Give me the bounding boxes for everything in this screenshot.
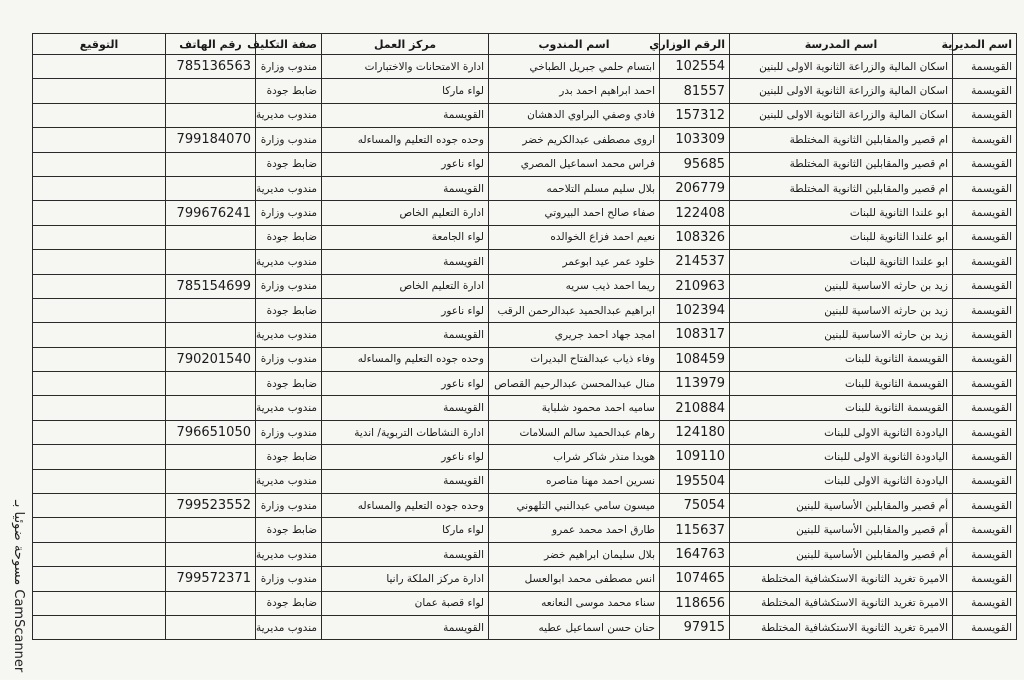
table-row — [33, 396, 1017, 420]
delegate-name-cell: امجد جهاد احمد جريري — [489, 323, 660, 347]
assignment-role-cell: ضابط جودة — [256, 372, 322, 396]
directorate-cell: القويسمة — [953, 103, 1017, 127]
work-center-cell: لواء ناعور — [322, 152, 489, 176]
signature-cell — [33, 567, 166, 591]
directorate-cell: القويسمة — [953, 518, 1017, 542]
phone-number-cell — [166, 250, 256, 274]
delegate-name-cell: خلود عمر عيد ابوعمر — [489, 250, 660, 274]
phone-number-cell — [166, 396, 256, 420]
signature-cell — [33, 250, 166, 274]
work-center-cell: وحده جوده التعليم والمساءله — [322, 128, 489, 152]
work-center-cell: ادارة الامتحانات والاختبارات — [322, 55, 489, 79]
table-row — [33, 469, 1017, 493]
school-name-cell: القويسمة الثانوية للبنات — [730, 347, 953, 371]
ministry-number-cell: 210884 — [660, 396, 730, 420]
signature-cell — [33, 55, 166, 79]
signature-cell — [33, 225, 166, 249]
header-ministry-number: الرقم الوزاري — [660, 34, 730, 55]
school-name-cell: ام قصير والمقابلين الثانوية المختلطة — [730, 152, 953, 176]
phone-number-cell — [166, 298, 256, 322]
assignment-role-cell: مندوب وزارة — [256, 128, 322, 152]
work-center-cell: لواء ماركا — [322, 79, 489, 103]
school-name-cell: ابو علندا الثانوية للبنات — [730, 225, 953, 249]
work-center-cell: القويسمة — [322, 103, 489, 127]
ministry-number-cell: 95685 — [660, 152, 730, 176]
delegate-name-cell: وفاء ذياب عبدالفتاح البديرات — [489, 347, 660, 371]
table-row — [33, 274, 1017, 298]
assignment-role-cell: مندوب وزارة — [256, 201, 322, 225]
header-signature: التوقيع — [33, 34, 166, 55]
school-name-cell: الاميرة تغريد الثانوية الاستكشافية المختلطة — [730, 567, 953, 591]
directorate-cell: القويسمة — [953, 591, 1017, 615]
phone-number-cell: 796651050 — [166, 420, 256, 444]
signature-cell — [33, 128, 166, 152]
assignment-role-cell: مندوب مديرية — [256, 323, 322, 347]
directorate-cell: القويسمة — [953, 79, 1017, 103]
delegate-name-cell: رهام عبدالحميد سالم السلامات — [489, 420, 660, 444]
directorate-cell: القويسمة — [953, 420, 1017, 444]
delegate-name-cell: ابراهيم عبدالحميد عبدالرحمن الرقب — [489, 298, 660, 322]
signature-cell — [33, 176, 166, 200]
work-center-cell: لواء ناعور — [322, 445, 489, 469]
delegate-name-cell: ميسون سامي عبدالنبي التلهوني — [489, 494, 660, 518]
work-center-cell: لواء الجامعة — [322, 225, 489, 249]
signature-cell — [33, 396, 166, 420]
assignment-role-cell: ضابط جودة — [256, 591, 322, 615]
school-name-cell: اليادودة الثانوية الاولى للبنات — [730, 469, 953, 493]
table-row — [33, 103, 1017, 127]
delegate-name-cell: فراس محمد اسماعيل المصري — [489, 152, 660, 176]
ministry-number-cell: 108326 — [660, 225, 730, 249]
ministry-number-cell: 122408 — [660, 201, 730, 225]
ministry-number-cell: 118656 — [660, 591, 730, 615]
directorate-cell: القويسمة — [953, 201, 1017, 225]
delegate-name-cell: ريما احمد ذيب سريه — [489, 274, 660, 298]
table-row — [33, 542, 1017, 566]
phone-number-cell — [166, 176, 256, 200]
work-center-cell: لواء قصبة عمان — [322, 591, 489, 615]
school-name-cell: اسكان المالية والزراعة الثانوية الاولى للبنين — [730, 55, 953, 79]
school-name-cell: زيد بن حارثه الاساسية للبنين — [730, 323, 953, 347]
school-name-cell: اسكان المالية والزراعة الثانوية الاولى للبنين — [730, 79, 953, 103]
ministry-number-cell: 206779 — [660, 176, 730, 200]
phone-number-cell — [166, 79, 256, 103]
table-row — [33, 567, 1017, 591]
table-row — [33, 298, 1017, 322]
assignment-role-cell: مندوب وزارة — [256, 274, 322, 298]
phone-number-cell: 785136563 — [166, 55, 256, 79]
signature-cell — [33, 298, 166, 322]
signature-cell — [33, 152, 166, 176]
directorate-cell: القويسمة — [953, 445, 1017, 469]
delegate-name-cell: منال عبدالمحسن عبدالرحيم القصاص — [489, 372, 660, 396]
work-center-cell: القويسمة — [322, 396, 489, 420]
ministry-number-cell: 81557 — [660, 79, 730, 103]
work-center-cell: ادارة النشاطات التربوية/ اندية — [322, 420, 489, 444]
signature-cell — [33, 615, 166, 639]
delegate-name-cell: هويدا منذر شاكر شراب — [489, 445, 660, 469]
delegate-name-cell: نعيم احمد فزاع الخوالده — [489, 225, 660, 249]
phone-number-cell: 799184070 — [166, 128, 256, 152]
school-name-cell: اليادودة الثانوية الاولى للبنات — [730, 445, 953, 469]
ministry-number-cell: 108317 — [660, 323, 730, 347]
school-name-cell: زيد بن حارثه الاساسية للبنين — [730, 298, 953, 322]
signature-cell — [33, 469, 166, 493]
school-name-cell: زيد بن حارثه الاساسية للبنين — [730, 274, 953, 298]
header-school-name: اسم المدرسة — [730, 34, 953, 55]
directorate-cell: القويسمة — [953, 55, 1017, 79]
phone-number-cell — [166, 469, 256, 493]
directorate-cell: القويسمة — [953, 274, 1017, 298]
camscanner-watermark: مسوحة ضوئيا بـ CamScanner — [11, 500, 26, 673]
ministry-number-cell: 102394 — [660, 298, 730, 322]
assignment-role-cell: مندوب وزارة — [256, 55, 322, 79]
school-name-cell: ام قصير والمقابلين الثانوية المختلطة — [730, 176, 953, 200]
school-name-cell: ابو علندا الثانوية للبنات — [730, 250, 953, 274]
school-name-cell: القويسمة الثانوية للبنات — [730, 372, 953, 396]
signature-cell — [33, 494, 166, 518]
assignment-role-cell: مندوب مديرية — [256, 396, 322, 420]
directorate-cell: القويسمة — [953, 494, 1017, 518]
signature-cell — [33, 420, 166, 444]
phone-number-cell — [166, 518, 256, 542]
header-assignment-role: صفة التكليف — [256, 34, 322, 55]
table-row — [33, 79, 1017, 103]
header-delegate-name: اسم المندوب — [489, 34, 660, 55]
school-name-cell: الاميرة تغريد الثانوية الاستكشافية المختلطة — [730, 615, 953, 639]
delegate-name-cell: بلال سليمان ابراهيم خضر — [489, 542, 660, 566]
phone-number-cell: 785154699 — [166, 274, 256, 298]
directorate-cell: القويسمة — [953, 542, 1017, 566]
delegate-name-cell: فادي وصفي البراوي الدهشان — [489, 103, 660, 127]
phone-number-cell: 799676241 — [166, 201, 256, 225]
work-center-cell: لواء ماركا — [322, 518, 489, 542]
delegate-name-cell: ساميه احمد محمود شلباية — [489, 396, 660, 420]
delegate-name-cell: اروى مصطفى عبدالكريم خضر — [489, 128, 660, 152]
directorate-cell: القويسمة — [953, 323, 1017, 347]
assignment-role-cell: ضابط جودة — [256, 518, 322, 542]
table-row — [33, 176, 1017, 200]
school-name-cell: ام قصير والمقابلين الثانوية المختلطة — [730, 128, 953, 152]
work-center-cell: القويسمة — [322, 323, 489, 347]
ministry-number-cell: 157312 — [660, 103, 730, 127]
delegate-name-cell: طارق احمد محمد عمرو — [489, 518, 660, 542]
assignment-role-cell: ضابط جودة — [256, 152, 322, 176]
assignment-role-cell: مندوب مديرية — [256, 103, 322, 127]
work-center-cell: القويسمة — [322, 542, 489, 566]
directorate-cell: القويسمة — [953, 225, 1017, 249]
ministry-number-cell: 210963 — [660, 274, 730, 298]
work-center-cell: القويسمة — [322, 176, 489, 200]
assignment-role-cell: ضابط جودة — [256, 445, 322, 469]
delegate-name-cell: انس مصطفى محمد ابوالعسل — [489, 567, 660, 591]
school-name-cell: أم قصير والمقابلين الأساسية للبنين — [730, 494, 953, 518]
signature-cell — [33, 445, 166, 469]
signature-cell — [33, 323, 166, 347]
phone-number-cell — [166, 225, 256, 249]
header-work-center: مركز العمل — [322, 34, 489, 55]
assignment-role-cell: مندوب وزارة — [256, 567, 322, 591]
phone-number-cell: 799523552 — [166, 494, 256, 518]
ministry-number-cell: 195504 — [660, 469, 730, 493]
phone-number-cell — [166, 152, 256, 176]
ministry-number-cell: 164763 — [660, 542, 730, 566]
ministry-number-cell: 214537 — [660, 250, 730, 274]
table-row — [33, 323, 1017, 347]
work-center-cell: لواء ناعور — [322, 298, 489, 322]
table-row — [33, 250, 1017, 274]
table-row — [33, 128, 1017, 152]
signature-cell — [33, 591, 166, 615]
signature-cell — [33, 201, 166, 225]
signature-cell — [33, 347, 166, 371]
assignment-role-cell: مندوب مديرية — [256, 469, 322, 493]
signature-cell — [33, 79, 166, 103]
table-header-row — [33, 34, 1017, 55]
table-row — [33, 372, 1017, 396]
ministry-number-cell: 115637 — [660, 518, 730, 542]
table-row — [33, 201, 1017, 225]
ministry-number-cell: 75054 — [660, 494, 730, 518]
work-center-cell: وحده جوده التعليم والمساءله — [322, 347, 489, 371]
school-name-cell: أم قصير والمقابلين الأساسية للبنين — [730, 518, 953, 542]
signature-cell — [33, 518, 166, 542]
work-center-cell: وحده جوده التعليم والمساءله — [322, 494, 489, 518]
assignment-role-cell: مندوب مديرية — [256, 250, 322, 274]
delegate-name-cell: صفاء صالح احمد البيروتي — [489, 201, 660, 225]
directorate-cell: القويسمة — [953, 396, 1017, 420]
phone-number-cell — [166, 372, 256, 396]
work-center-cell: ادارة التعليم الخاص — [322, 274, 489, 298]
header-phone-number: رقم الهاتف — [166, 34, 256, 55]
assignment-role-cell: مندوب مديرية — [256, 615, 322, 639]
ministry-number-cell: 102554 — [660, 55, 730, 79]
school-name-cell: الاميرة تغريد الثانوية الاستكشافية المختلطة — [730, 591, 953, 615]
table-row — [33, 615, 1017, 639]
header-directorate: اسم المديرية — [953, 34, 1017, 55]
school-name-cell: ابو علندا الثانوية للبنات — [730, 201, 953, 225]
assignment-role-cell: مندوب مديرية — [256, 176, 322, 200]
table-row — [33, 225, 1017, 249]
school-name-cell: القويسمة الثانوية للبنات — [730, 396, 953, 420]
assignment-role-cell: مندوب وزارة — [256, 347, 322, 371]
table-row — [33, 152, 1017, 176]
delegates-table — [32, 33, 1017, 640]
directorate-cell: القويسمة — [953, 152, 1017, 176]
delegate-name-cell: ابتسام حلمي جبريل الطباخي — [489, 55, 660, 79]
work-center-cell: ادارة مركز الملكة رانيا — [322, 567, 489, 591]
ministry-number-cell: 108459 — [660, 347, 730, 371]
delegate-name-cell: نسرين احمد مهنا مناصره — [489, 469, 660, 493]
work-center-cell: لواء ناعور — [322, 372, 489, 396]
table-row — [33, 591, 1017, 615]
ministry-number-cell: 124180 — [660, 420, 730, 444]
ministry-number-cell: 107465 — [660, 567, 730, 591]
work-center-cell: ادارة التعليم الخاص — [322, 201, 489, 225]
school-name-cell: اليادودة الثانوية الاولى للبنات — [730, 420, 953, 444]
assignment-role-cell: مندوب وزارة — [256, 420, 322, 444]
phone-number-cell: 799572371 — [166, 567, 256, 591]
phone-number-cell — [166, 103, 256, 127]
table-row — [33, 55, 1017, 79]
directorate-cell: القويسمة — [953, 372, 1017, 396]
work-center-cell: القويسمة — [322, 615, 489, 639]
delegate-name-cell: حنان حسن اسماعيل عطيه — [489, 615, 660, 639]
assignment-role-cell: ضابط جودة — [256, 225, 322, 249]
assignment-role-cell: ضابط جودة — [256, 298, 322, 322]
assignment-role-cell: ضابط جودة — [256, 79, 322, 103]
directorate-cell: القويسمة — [953, 250, 1017, 274]
work-center-cell: القويسمة — [322, 469, 489, 493]
ministry-number-cell: 103309 — [660, 128, 730, 152]
directorate-cell: القويسمة — [953, 615, 1017, 639]
directorate-cell: القويسمة — [953, 128, 1017, 152]
directorate-cell: القويسمة — [953, 347, 1017, 371]
signature-cell — [33, 103, 166, 127]
phone-number-cell — [166, 591, 256, 615]
work-center-cell: القويسمة — [322, 250, 489, 274]
directorate-cell: القويسمة — [953, 298, 1017, 322]
signature-cell — [33, 542, 166, 566]
delegate-name-cell: احمد ابراهيم احمد بدر — [489, 79, 660, 103]
directorate-cell: القويسمة — [953, 567, 1017, 591]
phone-number-cell — [166, 615, 256, 639]
table-row — [33, 420, 1017, 444]
signature-cell — [33, 372, 166, 396]
phone-number-cell — [166, 323, 256, 347]
phone-number-cell: 790201540 — [166, 347, 256, 371]
school-name-cell: اسكان المالية والزراعة الثانوية الاولى للبنين — [730, 103, 953, 127]
table-row — [33, 494, 1017, 518]
directorate-cell: القويسمة — [953, 469, 1017, 493]
phone-number-cell — [166, 445, 256, 469]
directorate-cell: القويسمة — [953, 176, 1017, 200]
table-row — [33, 518, 1017, 542]
table-body — [33, 55, 1017, 640]
assignment-role-cell: مندوب مديرية — [256, 542, 322, 566]
delegate-name-cell: بلال سليم مسلم التلاحمه — [489, 176, 660, 200]
signature-cell — [33, 274, 166, 298]
phone-number-cell — [166, 542, 256, 566]
assignment-role-cell: مندوب وزارة — [256, 494, 322, 518]
ministry-number-cell: 109110 — [660, 445, 730, 469]
table-row — [33, 347, 1017, 371]
table-row — [33, 445, 1017, 469]
ministry-number-cell: 97915 — [660, 615, 730, 639]
school-name-cell: أم قصير والمقابلين الأساسية للبنين — [730, 542, 953, 566]
delegate-name-cell: سناء محمد موسى النعانعه — [489, 591, 660, 615]
ministry-number-cell: 113979 — [660, 372, 730, 396]
